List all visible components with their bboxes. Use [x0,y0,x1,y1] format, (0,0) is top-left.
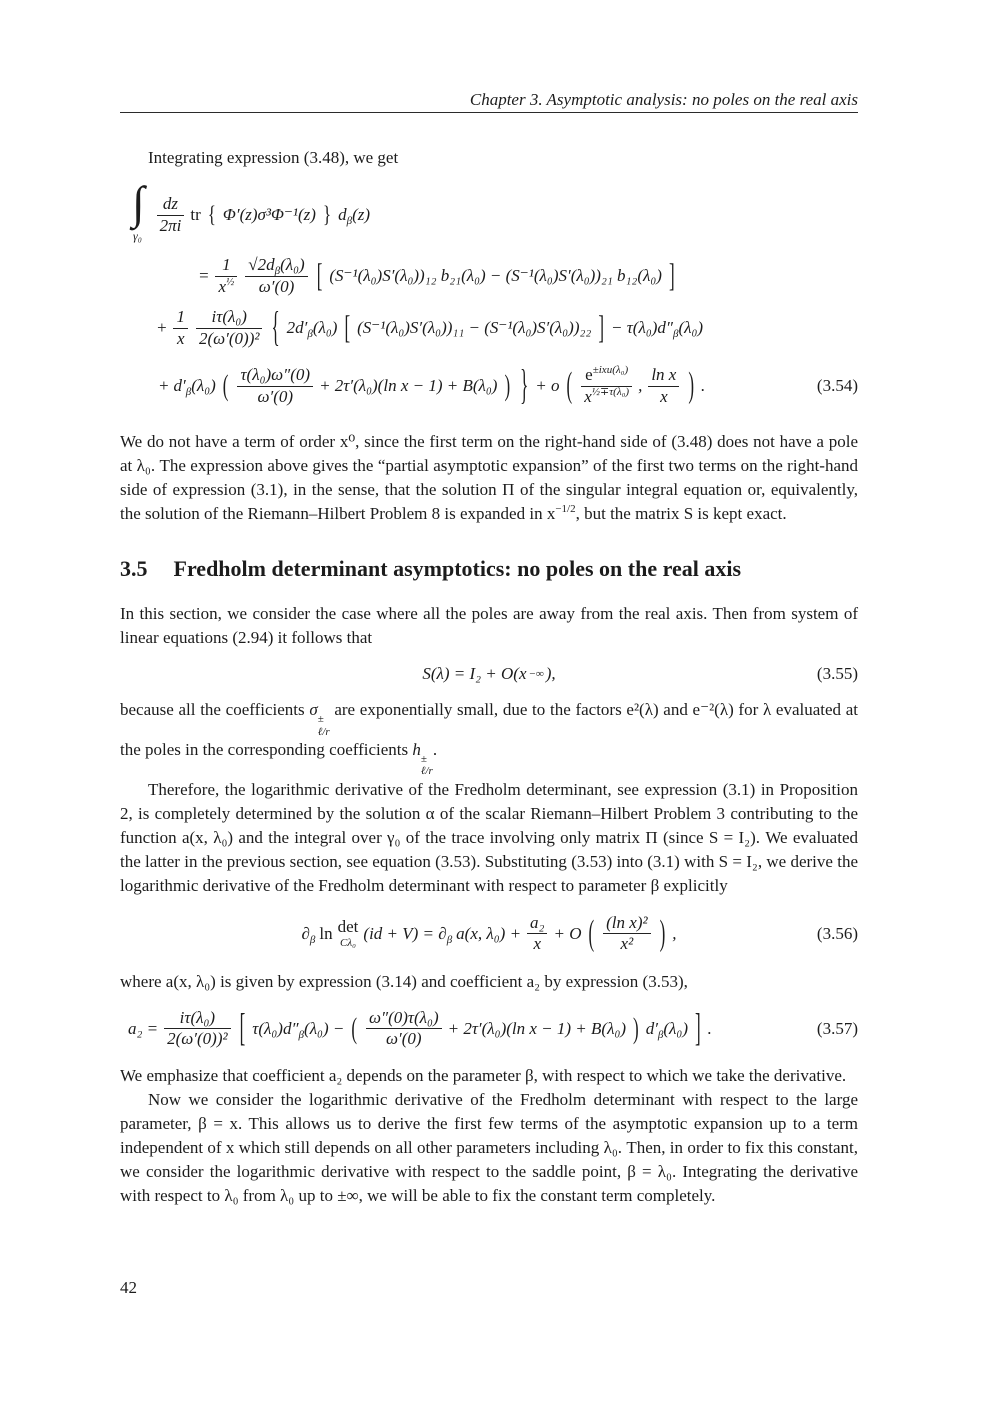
math-token: $d'_\beta(\lambda_0)$ [173,376,216,398]
fraction: $\frac{1}{x^{\frac{1}{2}}}$ [215,255,237,296]
right-paren: ) [633,1011,639,1045]
sup-sub-stack: ± ℓ/r [420,753,433,778]
intro-paragraph: Integrating expression (3.48), we get [148,148,399,167]
integral-sign: ∫ γ₀ [132,182,145,248]
math-token: + 2τ′(λ₀)(ln x − 1) + B(λ₀) [319,376,498,395]
paragraph-emphasize: We emphasize that coefficient a₂ depends on the parameter β, with respect to which we take the derivative. [120,1065,847,1085]
left-paren: ( [588,912,595,953]
fraction: $\frac{\text{ln x}}{x}$ [648,365,679,406]
little-o-term: + o [535,376,560,395]
right-brace: } [520,361,529,409]
equation-number: (3.57) [816,1018,858,1038]
fraction: $\frac{1}{x}$ [173,307,188,348]
paragraph-after-eq354: We do not have a term of order x⁰, since the first term on the right-hand side of (3.48) does not have a pole at λ₀. The expression above gives the “partial asymptotic expansion” of the first two terms on the right-hand side of expression (3.1), in the sense, that the solution Π of the singular integral equation or, equivalently, the solution of the Riemann–Hilbert Problem 8 is expanded in $x^{-1/2}$, but the matrix S is kept exact. [120,432,858,523]
math-token: + 2τ′(λ₀)(ln x − 1) + B(λ₀) [447,1018,627,1038]
right-bracket: ] [598,308,604,346]
integral-lower-limit: γ₀ [133,229,142,244]
equation-3-57 [120,996,858,1062]
math-token: (S⁻¹(λ₀)S′(λ₀))₁₂ b₂₁(λ₀) − (S⁻¹(λ₀)S′(λ₀))₂₁ b₁₂(λ₀) [329,266,662,285]
left-brace: { [207,201,216,228]
ln-operator: ln [319,923,333,943]
right-paren: ) [504,368,511,402]
fraction: $\frac{√2d_\beta(\lambda_0)}{\omega'(0)}$ [245,255,307,296]
equals-sign: = [198,266,210,285]
fraction: $\frac{\text{ω″(0)τ(λ₀)}}{\omega'(0)}$ [366,1008,442,1049]
period: . [701,376,706,395]
section-number: 3.5 [120,556,148,581]
fraction: $\frac{\text{iτ(λ₀)}}{\text{2(ω′(0))²}}$ [164,1008,230,1049]
eq354-line3 [120,302,858,354]
section-title: Fredholm determinant asymptotics: no poles on the real axis [173,556,741,581]
det-operator: det Cλ₀ [337,916,359,950]
page-content [120,146,858,1208]
equation-3-56 [120,902,858,966]
math-token: a₂ = [128,1018,159,1038]
equation-3-55: S(λ) = I₂ + O(x −∞ ), (3.55) [120,654,858,694]
paragraph-section-intro: In this section, we consider the case where all the poles are away from the real axis. Then from system of linear equations (2.94) it follows that [120,604,858,648]
eq354-line4 [120,354,858,418]
fraction: $\frac{dz}{2\pi i}$ [157,194,185,235]
math-token: a(x, λ₀) + [456,923,522,943]
exponent: −1/2 [555,503,576,515]
right-bracket: ] [668,256,675,294]
header-rule [120,112,858,113]
section-heading [120,556,858,582]
running-head: Chapter 3. Asymptotic analysis: no poles on the real axis [469,90,858,109]
plus-sign: + [158,376,170,395]
eq354-line2 [120,250,858,302]
fraction: $\frac{\text{(ln x)²}}{\text{x²}}$ [603,913,650,954]
fraction: $\frac{\text{a₂}}{x}$ [527,913,547,954]
right-paren: ) [688,365,695,405]
paragraph-where: where a(x, λ₀) is given by expression (3.14) and coefficient a₂ by expression (3.53), [120,971,688,991]
math-token: $(id + V) = \partial_\beta$ [363,923,453,946]
trace-operator: tr [190,205,201,224]
equation-number: (3.56) [816,923,858,943]
left-bracket: [ [239,1005,246,1050]
period: . [707,1018,712,1038]
left-bracket: [ [316,256,323,294]
comma: , [638,376,643,395]
math-token: $d'_\beta(\lambda_0)$ [645,1018,688,1041]
paragraph-coefficients: because all the coefficients σ ± ℓ/r are exponentially small, due to the factors e²(λ) and e⁻²(λ) for λ evaluated at the poles in the corresponding coefficients h ± ℓ/r . [120,700,858,778]
big-O-term: + O [553,923,582,943]
fraction: $\frac{e^{\pm ixu(\lambda_0)}}{x^{\frac{1}{2}\mp\tau(\lambda_0)}}$ [581,365,632,406]
left-brace: { [271,303,280,351]
left-bracket: [ [344,308,351,346]
fraction: $\frac{\text{iτ(λ₀)}}{\text{2(ω′(0))²}}$ [196,307,262,348]
math-token: $d_\beta(z)$ [338,205,371,227]
math-token: $\partial_\beta$ [301,923,316,946]
math-token: (S⁻¹(λ₀)S′(λ₀))₁₁ − (S⁻¹(λ₀)S′(λ₀))₂₂ [357,318,592,337]
math-token: $\tau(\lambda_0)d''_\beta(\lambda_0)$ − [252,1018,345,1041]
paragraph-therefore: Therefore, the logarithmic derivative of the Fredholm determinant, see expression (3.1) in Proposition 2, is completely determined by the solution α of the scalar Riemann–Hilbert Problem 3 contributing to the function a(x, λ₀) and the integral over γ₀ of the trace involving only matrix Π (since S = I₂). We evaluated the latter in the previous section, see equation (3.53). Substituting (3.53) into (3.1) with S = I₂, we derive the logarithmic derivative of the Fredholm determinant with respect to parameter β explicitly [120,779,858,895]
left-paren: ( [566,365,573,405]
fraction: $\frac{\text{τ(λ₀)ω″(0)}}{\omega'(0)}$ [237,365,313,406]
right-paren: ) [659,912,666,953]
right-brace: } [322,201,332,228]
math-token: $2d'_\beta(\lambda_0)$ [286,318,338,340]
equation-3-54 [120,176,858,418]
right-bracket: ] [695,1005,701,1050]
equation-number: (3.55) [816,664,858,684]
math-token: Φ′(z)σ³Φ⁻¹(z) [222,205,316,224]
left-paren: ( [222,368,229,402]
sup-sub-stack: ± ℓ/r [317,713,330,738]
eq354-line1 [120,176,858,250]
page-number: 42 [120,1278,137,1297]
equation-number: (3.54) [816,376,858,395]
left-paren: ( [351,1011,358,1045]
comma: , [672,923,677,943]
paragraph-now-we-consider: Now we consider the logarithmic derivative of the Fredholm determinant with respect to the large parameter, β = x. This allows us to derive the first few terms of the asymptotic expansion up to a term independent of x which still depends on all other parameters including λ₀. Then, in order to fix this constant, we consider the logarithmic derivative with respect to the saddle point, β = λ₀. Integrating the derivative with respect to λ₀ from λ₀ up to ±∞, we will be able to fix the constant term completely. [120,1089,858,1205]
math-token: − $\tau(\lambda_0)d''_\beta(\lambda_0)$ [611,318,704,340]
plus-sign: + [156,318,168,337]
